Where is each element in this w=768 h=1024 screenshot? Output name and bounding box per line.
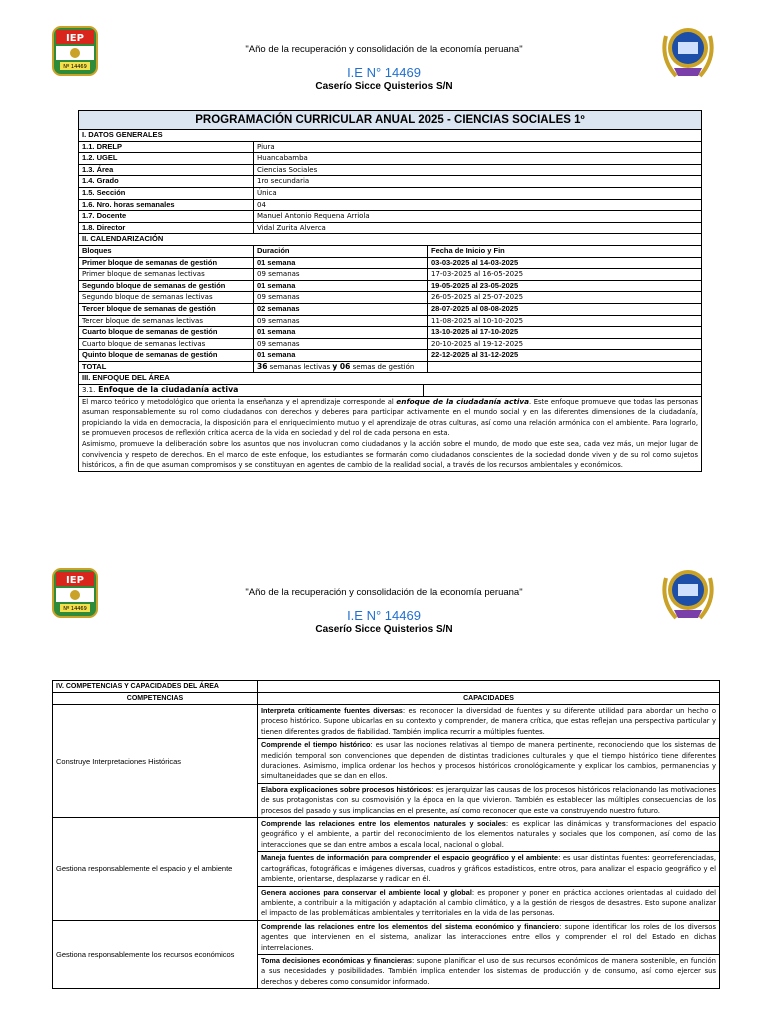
capacidad-title: Genera acciones para conservar el ambiente local y global [261,887,472,897]
competencia-name: Construye Interpretaciones Históricas [56,756,182,766]
calendar-duracion: 01 semana [253,350,427,361]
calendar-row [79,292,701,304]
calendar-row [79,281,701,293]
school-name: I.E N° 14469 [347,608,421,623]
calendar-bloque: Tercer bloque de semanas de gestión [82,303,216,313]
calendar-bloque: Tercer bloque de semanas lectivas [82,316,203,325]
enfoque-sub-title: Enfoque de la ciudadanía activa [95,385,239,395]
capacidad-title: Comprende las relaciones entre los elementos naturales y sociales [261,819,506,829]
col-bloques: Bloques [82,245,112,255]
calendar-row [79,258,701,270]
calendar-fecha: 11-08-2025 al 10-10-2025 [427,316,701,327]
calendar-row [79,339,701,351]
capacidad-text: : supone planificar el uso de sus recursos económicos de manera sostenible, en función a sus necesidades y posibilidades. También implica entender los sistemas de producción y de consumo, así como ejercer sus derechos y deberes como consumidor informado. [261,956,716,986]
logo-left-text: IEP [66,575,84,586]
enfoque-header: III. ENFOQUE DEL ÁREA [82,373,170,383]
school-crest-icon [660,560,716,624]
datos-value: Vidal Zurita Alverca [253,223,701,234]
calendar-header: II. CALENDARIZACIÓN [82,234,164,244]
capacidades-cell [257,818,719,920]
datos-label: 1.7. Docente [82,211,127,221]
datos-value: 1ro secundaria [253,176,701,187]
calendar-bloque: Quinto bloque de semanas de gestión [82,350,218,360]
enfoque-paragraph-2: Asimismo, promueve la deliberación sobre los asuntos que nos involucran como ciudadanos y la acción sobre el mundo, de modo que este sea, cada vez más, un mejor lugar de convivencia y respeto de derechos. En el marco de este enfoque, los estudiantes se formarán como ciudadanos conscientes de la sociedad donde viven y de su rol como sujetos históricos, a fin de que asuman compromisos y se constituyan en agentes de cambio de la realidad social, a través de los recursos ambientales y económicos. [82,440,698,470]
calendar-row [79,327,701,339]
capacidad-text: : es explicar las dinámicas y transformaciones del espacio geográfico y el ambiente, a partir del reconocimiento de los elementos naturales y sociales que los componen, así como de las interacciones que se dan entre ambos a escala local, nacional o global. [261,820,716,849]
capacidad-text: : es jerarquizar las causas de los procesos históricos relacionando las motivaciones de sus protagonistas con su cosmovisión y la época en la que vivieron. También es establecer las múltiples consecuencias de los procesos del pasado y sus implicancias en el presente, así como reconocer que este va construyendo nuestro futuro. [261,785,717,815]
capacidad-title: Comprende el tiempo histórico [261,740,371,750]
datos-label: 1.8. Director [82,222,126,232]
capacidad-title: Toma decisiones económicas y financieras [261,955,412,965]
logo-left-sub: Nº 14469 [63,606,87,612]
school-place: Caserío Sicce Quisterios S/N [315,81,453,92]
competencia-row [53,705,719,818]
col-duracion: Duración [253,246,427,257]
total-text2: semas de gestión [350,362,415,371]
section-enfoque [79,373,701,385]
calendar-bloque: Cuarto bloque de semanas de gestión [82,327,218,337]
datos-row [79,200,701,212]
calendar-duracion: 09 semanas [253,269,427,280]
calendar-row [79,350,701,362]
section-calendarizacion [79,234,701,246]
logo-left-sub: Nº 14469 [63,64,87,70]
competencia-name: Gestiona responsablemente los recursos económicos [56,949,235,959]
calendar-row [79,304,701,316]
programacion-table [78,110,702,472]
calendar-fecha: 17-03-2025 al 16-05-2025 [427,269,701,280]
enfoque-p1-a: El marco teórico y metodológico que orienta la enseñanza y el aprendizaje corresponde al [82,397,397,406]
total-text1: semanas lectivas [267,362,333,371]
datos-value: Huancabamba [253,153,701,164]
datos-value: Manuel Antonio Requena Arriola [253,211,701,222]
capacidad [258,705,719,739]
total-num2: 06 [337,361,351,371]
calendar-duracion: 09 semanas [253,292,427,303]
total-row [79,362,701,374]
capacidad-text: : es proponer y poner en práctica acciones orientadas al cuidado del ambiente, a contribuir a la mitigación y adaptación al cambio climático, y a la gestión de riesgos de desastres. Esto supone analizar el impacto de las problemáticas ambientales y territoriales en la vida de las personas. [261,888,716,918]
datos-row [79,188,701,200]
competencia-row [53,818,719,921]
capacidad [258,818,719,852]
datos-label: 1.2. UGEL [82,153,118,163]
calendar-fecha: 20-10-2025 al 19-12-2025 [427,339,701,350]
datos-header: I. DATOS GENERALES [82,130,163,139]
capacidad-text: : es reconocer la diversidad de fuentes y su diferente utilidad para abordar un hecho o proceso histórico. Supone ubicarlas en su contexto y comprender, de manera crítica, que estas reflejan una perspectiva particular y tienen diferentes grados de fiabilidad. También implica recurrir a múltiples fuentes. [261,707,716,736]
calendar-duracion: 01 semana [253,281,427,292]
datos-row [79,153,701,165]
enfoque-p1-c: . Este enfoque promueve que todas las personas asuman responsablemente su rol como ciudadanos con derechos y deberes para participar activamente en el mundo social y en las diferentes dimensiones de la ciudadanía, propiciando la vida en democracia, la disposición para el enriquecimiento mutuo y el aprendizaje de otras culturas, así como una relación armónica con el ambiente. Para lograrlo, se promueven procesos de reflexión crítica acerca de la vida en sociedad y del rol de cada persona en esta. [82,397,698,438]
calendar-bloque: Cuarto bloque de semanas lectivas [82,339,206,348]
enfoque-text [79,397,701,471]
competencias-columns-row [53,693,719,705]
motto: "Año de la recuperación y consolidación de la economía peruana" [245,587,523,598]
calendar-columns-row [79,246,701,258]
datos-label: 1.6. Nro. horas semanales [82,199,175,209]
enfoque-sub-empty [423,385,701,396]
datos-label: 1.5. Sección [82,187,126,197]
school-place: Caserío Sicce Quisterios S/N [315,624,453,635]
section-datos-generales [79,130,701,142]
calendar-row [79,316,701,328]
competencia-name: Gestiona responsablemente el espacio y el ambiente [56,864,233,874]
datos-value: Única [253,188,701,199]
calendar-duracion: 01 semana [253,327,427,338]
datos-label: 1.4. Grado [82,176,119,186]
calendar-fecha: 03-03-2025 al 14-03-2025 [427,258,701,269]
datos-label: 1.1. DRELP [82,141,123,151]
capacidades-cell [257,705,719,817]
capacidad [258,921,719,955]
col-capacidades: CAPACIDADES [257,693,719,704]
capacidad [258,739,719,784]
col-fecha: Fecha de Inicio y Fin [427,246,701,257]
competencia-row [53,921,719,988]
competencias-header-row [53,681,719,693]
enfoque-subheader-row [79,385,701,397]
datos-row [79,223,701,235]
competencias-table [52,680,720,989]
calendar-bloque: Segundo bloque de semanas lectivas [82,293,213,302]
total-label: TOTAL [82,361,107,371]
enfoque-subheader [79,385,423,396]
calendar-duracion: 01 semana [253,258,427,269]
datos-value: Piura [253,142,701,153]
col-competencias: COMPETENCIAS [126,695,184,702]
total-empty [427,362,701,373]
competencias-header-empty [257,681,719,692]
datos-row [79,142,701,154]
school-crest-icon [660,18,716,82]
datos-value: Ciencias Sociales [253,165,701,176]
calendar-fecha: 26-05-2025 al 25-07-2025 [427,292,701,303]
calendar-fecha: 22-12-2025 al 31-12-2025 [427,350,701,361]
enfoque-sub-num: 3.1. [82,386,96,395]
total-value [253,362,427,373]
competencias-header: IV. COMPETENCIAS Y CAPACIDADES DEL ÁREA [56,683,219,690]
capacidad-title: Comprende las relaciones entre los elementos del sistema económico y financiero [261,921,560,931]
capacidad-title: Interpreta críticamente fuentes diversas [261,706,403,715]
capacidad-text: : supone identificar los roles de los diversos agentes que intervienen en el sistema, analizar las interacciones entre ellos y comprender el rol del Estado en dichas interrelaciones. [261,922,716,952]
school-name: I.E N° 14469 [347,65,421,80]
capacidad [258,887,719,920]
total-num1: 36 [257,361,268,371]
calendar-bloque: Primer bloque de semanas lectivas [82,270,205,279]
calendar-fecha: 13-10-2025 al 17-10-2025 [427,327,701,338]
programacion-title: PROGRAMACIÓN CURRICULAR ANUAL 2025 - CIENCIAS SOCIALES 1º [79,111,701,130]
calendar-duracion: 09 semanas [253,339,427,350]
datos-row [79,211,701,223]
calendar-duracion: 09 semanas [253,316,427,327]
enfoque-p1-b: enfoque de la ciudadanía activa [396,396,530,406]
capacidad-text: : es usar las nociones relativas al tiempo de manera pertinente, reconociendo que los sistemas de medición temporal son convenciones que dependen de distintas tradiciones culturales y que el tiempo histórico tiene diferentes duraciones. Asimismo, implica ordenar los hechos y procesos históricos cronológicamente y explicar los cambios, permanencias y simultaneidades que se dan en ellos. [261,741,716,781]
calendar-fecha: 19-05-2025 al 23-05-2025 [427,281,701,292]
capacidad [258,955,719,988]
capacidad [258,852,719,886]
datos-value: 04 [253,200,701,211]
datos-label: 1.3. Área [82,164,114,174]
datos-row [79,165,701,177]
capacidad-title: Maneja fuentes de información para comprender el espacio geográfico y el ambiente [261,853,559,863]
calendar-duracion: 02 semanas [253,304,427,315]
motto: "Año de la recuperación y consolidación de la economía peruana" [245,44,523,55]
capacidades-cell [257,921,719,988]
page-header-2 [0,550,768,660]
capacidad-text: : es usar distintas fuentes: georreferenciadas, cartográficas, fotográficas e imágenes diversas, cuadros y gráficos estadísticos, entre otros, para analizar el espacio geográfico y el ambiente, orientarse, desplazarse y radicar en él. [261,854,716,884]
capacidad [258,784,719,817]
calendar-row [79,269,701,281]
calendar-bloque: Segundo bloque de semanas de gestión [82,280,226,290]
page-header-1 [0,0,768,110]
calendar-fecha: 28-07-2025 al 08-08-2025 [427,304,701,315]
total-y: y [332,361,338,371]
calendar-bloque: Primer bloque de semanas de gestión [82,257,218,267]
logo-left-text: IEP [66,33,84,44]
enfoque-paragraph-1 [82,397,698,439]
datos-row [79,176,701,188]
capacidad-title: Elabora explicaciones sobre procesos históricos [261,784,432,794]
